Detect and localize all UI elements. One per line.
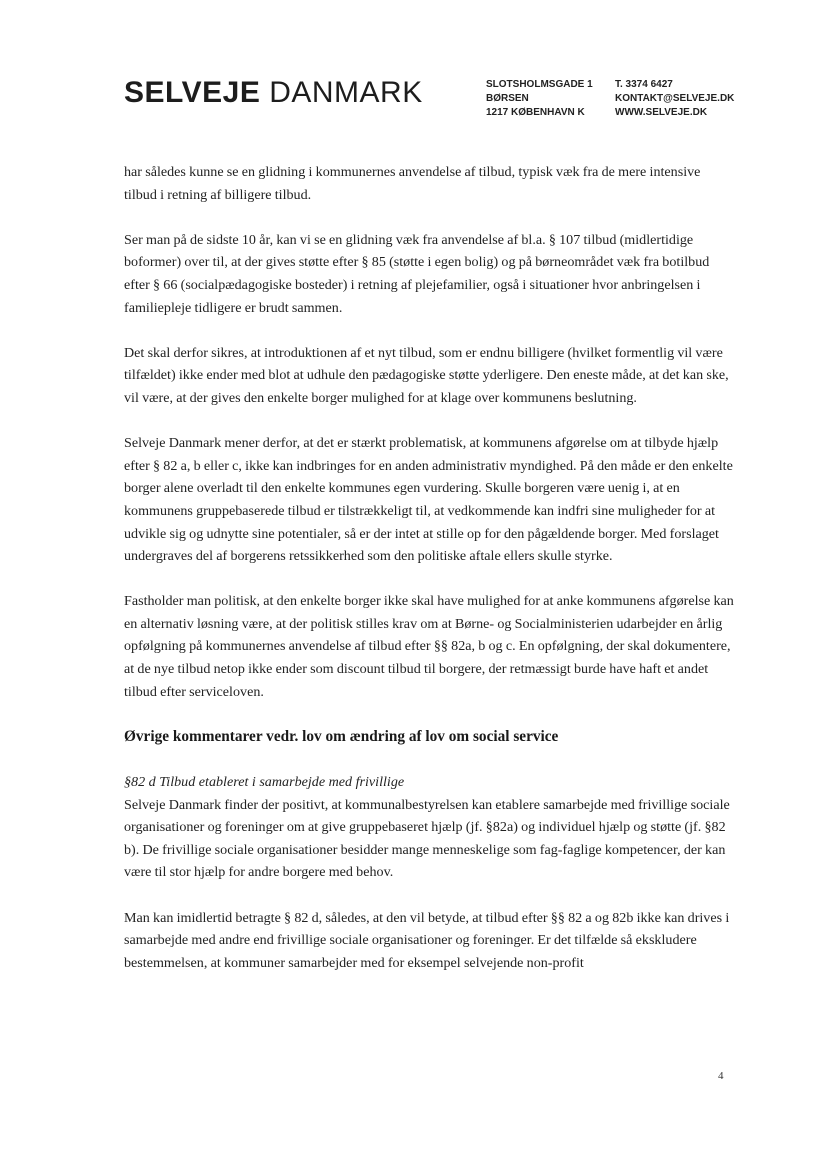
address-line: BØRSEN	[486, 93, 529, 104]
contact-block	[615, 78, 734, 120]
logo-word-selveje: SELVEJE	[124, 76, 261, 109]
paragraph: Det skal derfor sikres, at introduktionen af et nyt tilbud, som er endnu billigere (hvilket formentlig vil være tilfældet) ikke ender med blot at udhule den pædagogiske støtte yderligere. Den eneste måde, at det kan ske, vil være, at der gives den enkelte borger mulighed for at klage over kommunens beslutning.	[124, 344, 729, 406]
page-number: 4	[718, 1070, 724, 1082]
paragraph: Fastholder man politisk, at den enkelte borger ikke skal have mulighed for at anke kommunens afgørelse kan en alternativ løsning være, at der politisk stilles krav om at Børne- og Socialministerien udarbejder en årlig opfølgning på kommunernes anvendelse af tilbud efter §§ 82a, b og c. En opfølgning, der skal dokumentere, at de nye tilbud netop ikke ender som discount tilbud til borgere, der retmæssigt burde have haft et andet tilbud efter serviceloven.	[124, 593, 734, 700]
phone-number: T. 3374 6427	[615, 79, 673, 90]
document-body	[124, 161, 736, 974]
address-line: 1217 KØBENHAVN K	[486, 107, 585, 118]
address-block	[486, 78, 593, 120]
paragraph: Selveje Danmark mener derfor, at det er stærkt problematisk, at kommunens afgørelse om at tilbyde hjælp efter § 82 a, b eller c, ikke kan indbringes for en anden administrativ myndighed. På den måde er den enkelte borger alene overladt til den enkelte kommunes egen vurdering. Skulle borgeren være uenig i, at en kommunens gruppebaserede tilbud er tilstrækkeligt til, at vedkommende kan indfri sine muligheder for at udvikle sig og udnytte sine potentialer, så er der intet at stille op for den pågældende borger. Med forslaget undergraves del af borgerens retssikkerhed som den politiske aftale ellers skulle styrke.	[124, 435, 733, 565]
website-address: WWW.SELVEJE.DK	[615, 107, 708, 118]
paragraph: Man kan imidlertid betragte § 82 d, således, at den vil betyde, at tilbud efter §§ 82 a og 82b ikke kan drives i samarbejde med andre end frivillige sociale organisationer og foreninger. Er det tilfælde så ekskludere bestemmelsen, at kommuner samarbejder med for eksempel selvejende non-profit	[124, 909, 730, 971]
address-line: SLOTSHOLMSGADE 1	[486, 79, 593, 90]
logo	[124, 76, 423, 110]
paragraph: har således kunne se en glidning i kommunernes anvendelse af tilbud, typisk væk fra de mere intensive tilbud i retning af billigere tilbud.	[124, 164, 701, 203]
section-heading: Øvrige kommentarer vedr. lov om ændring af lov om social service	[124, 727, 559, 745]
paragraph: Selveje Danmark finder der positivt, at kommunalbestyrelsen kan etablere samarbejde med frivillige sociale organisationer og foreninger om at give gruppebaseret hjælp (jf. §82a) og individuel hjælp og støtte (jf. §82 b). De frivillige sociale organisationer besidder mange menneskelige som fag-faglige kompetencer, der kan være til stor hjælp for andre borgere med behov.	[124, 796, 730, 881]
letterhead	[124, 74, 764, 124]
email-address: KONTAKT@SELVEJE.DK	[615, 93, 735, 104]
paragraph: Ser man på de sidste 10 år, kan vi se en glidning væk fra anvendelse af bl.a. § 107 tilbud (midlertidige boformer) over til, at der gives støtte efter § 85 (støtte i egen bolig) og på børneområdet væk fra botilbud efter § 66 (socialpædagogiske bosteder) i retning af plejefamilier, også i situationer hvor anbringelsen i familiepleje tidligere er brudt sammen.	[124, 231, 710, 316]
logo-word-danmark: DANMARK	[269, 76, 423, 109]
subsection-heading: §82 d Tilbud etableret i samarbejde med frivillige	[124, 774, 405, 791]
